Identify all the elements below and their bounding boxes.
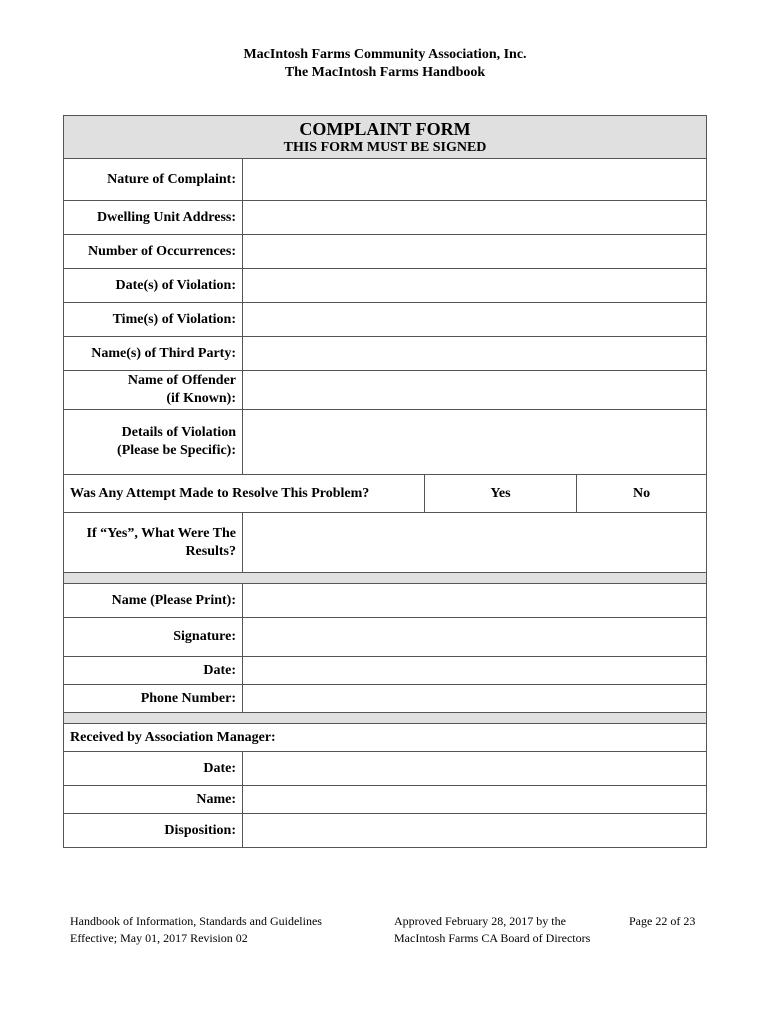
details-label <box>64 410 243 475</box>
occurrences-label: Number of Occurrences: <box>64 235 243 269</box>
nature-of-complaint-label: Nature of Complaint: <box>64 159 243 201</box>
header-association-name: MacIntosh Farms Community Association, Inc. <box>243 47 527 62</box>
footer-handbook-info <box>70 913 322 947</box>
dwelling-address-label: Dwelling Unit Address: <box>64 201 243 235</box>
offender-label-line2: (if Known): <box>166 391 236 406</box>
date-label: Date: <box>64 657 243 685</box>
details-label-line2: (Please be Specific): <box>117 443 236 458</box>
results-field[interactable] <box>243 513 707 573</box>
date-field[interactable] <box>243 657 707 685</box>
occurrences-field[interactable] <box>243 235 707 269</box>
yes-option[interactable]: Yes <box>425 475 577 513</box>
footer-approval <box>394 913 590 947</box>
details-field[interactable] <box>243 410 707 475</box>
details-label-line1: Details of Violation <box>121 425 236 440</box>
signature-label: Signature: <box>64 618 243 657</box>
manager-date-field[interactable] <box>243 752 707 786</box>
divider-row <box>64 713 707 724</box>
phone-number-field[interactable] <box>243 685 707 713</box>
received-by-manager-label: Received by Association Manager: <box>64 724 707 752</box>
results-label <box>64 513 243 573</box>
form-subtitle: THIS FORM MUST BE SIGNED <box>283 140 487 155</box>
third-party-label: Name(s) of Third Party: <box>64 337 243 371</box>
name-print-label: Name (Please Print): <box>64 584 243 618</box>
offender-field[interactable] <box>243 371 707 410</box>
footer-approval-board: MacIntosh Farms CA Board of Directors <box>394 931 591 945</box>
signature-field[interactable] <box>243 618 707 657</box>
manager-date-label: Date: <box>64 752 243 786</box>
manager-name-field[interactable] <box>243 786 707 814</box>
dates-of-violation-label: Date(s) of Violation: <box>64 269 243 303</box>
third-party-field[interactable] <box>243 337 707 371</box>
complaint-form-table <box>63 115 707 848</box>
header-handbook-title: The MacIntosh Farms Handbook <box>284 65 486 80</box>
footer-approval-date: Approved February 28, 2017 by the <box>394 914 566 928</box>
footer-handbook-title: Handbook of Information, Standards and Guidelines <box>70 914 322 928</box>
disposition-label: Disposition: <box>64 814 243 848</box>
disposition-field[interactable] <box>243 814 707 848</box>
footer-effective-date: Effective; May 01, 2017 Revision 02 <box>70 931 248 945</box>
form-title: COMPLAINT FORM <box>299 119 471 139</box>
times-of-violation-label: Time(s) of Violation: <box>64 303 243 337</box>
resolve-attempt-question: Was Any Attempt Made to Resolve This Problem? <box>64 475 425 513</box>
dwelling-address-field[interactable] <box>243 201 707 235</box>
dates-of-violation-field[interactable] <box>243 269 707 303</box>
divider-row <box>64 573 707 584</box>
name-print-field[interactable] <box>243 584 707 618</box>
form-title-cell <box>64 116 707 159</box>
nature-of-complaint-field[interactable] <box>243 159 707 201</box>
manager-name-label: Name: <box>64 786 243 814</box>
offender-label <box>64 371 243 410</box>
results-label-line1: If “Yes”, What Were The <box>86 525 236 541</box>
footer-page-number: Page 22 of 23 <box>629 914 696 928</box>
no-option[interactable]: No <box>577 475 707 513</box>
phone-number-label: Phone Number: <box>64 685 243 713</box>
times-of-violation-field[interactable] <box>243 303 707 337</box>
results-label-line2: Results? <box>185 543 236 559</box>
offender-label-line1: Name of Offender <box>127 373 236 388</box>
